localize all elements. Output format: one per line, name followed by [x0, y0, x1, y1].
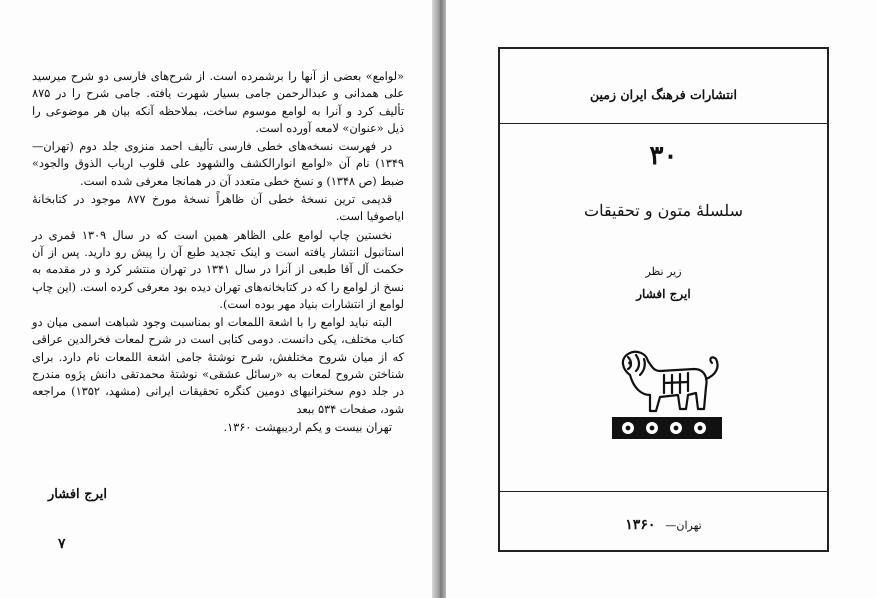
title-frame	[498, 47, 829, 552]
imprint-footer	[500, 517, 827, 533]
imprint-city: تهران—	[665, 519, 702, 532]
publisher-name: انتشارات فرهنگ ایران زمین	[590, 87, 737, 102]
bottom-divider	[500, 491, 827, 492]
date-line: تهران بیست و یکم اردیبهشت ۱۳۶۰.	[223, 420, 392, 434]
paragraph-5: البته نباید لوامع را با اشعة اللمعات او بمناسبت وجود شباهت اسمی میان دو کتاب مختلف، یکی دانست. دومی کتابی است در شرح لمعات فخرالدین عراقی که از میان شروح مختلفش، شرح نوشتهٔ جامی اشعة اللمعات نام دارد. برای شناختن شروح لمعات به «رسائل عشقی» نوشتهٔ محمدتقی دانش پژوه مندرج در جلد دوم سخنرانیهای دومین کنگره تحقیقات ایرانی (مشهد، ۱۳۵۲) مراجعه شود، صفحات ۵۳۴ ببعد	[32, 316, 404, 416]
author-signature: ایرج افشار	[48, 487, 107, 502]
page-number: ۷	[58, 536, 66, 552]
paragraph-2: در فهرست نسخه‌های خطی فارسی تألیف احمد منزوی جلد دوم (تهران—۱۳۴۹) نام آن «لوامع انوارالکشف والشهود علی قلوب ارباب الذوق والجود» ضبط (ص ۱۳۴۸) و نسخ خطی متعدد آن در همانجا معرفی شده است.	[32, 140, 404, 188]
imprint-year: ۱۳۶۰	[625, 517, 656, 533]
paragraph-4: نخستین چاپ لوامع علی الظاهر همین است که در سال ۱۳۰۹ قمری در استانبول انتشار یافته است و اینک تجدید طبع آن را پیش رو دارید. پس از آن حکمت آل آقا طبعی از آنرا در سال ۱۳۴۱ در تهران منتشر کرد و در مقدمه به نسخ از لوامع را که در کتابخانه‌های تهران دیده بود معرفی کرده است. (این چاپ لوامع از انتشارات بنیاد مهر بوده است).	[32, 228, 404, 311]
paragraph-3: قدیمی ترین نسخهٔ خطی آن ظاهراً نسخهٔ مورخ ۸۷۷ موجود در کتابخانهٔ ایاصوفیا است.	[32, 193, 404, 224]
editor-name: ایرج افشار	[636, 287, 691, 301]
series-number: ۳۰	[649, 141, 678, 171]
editor-label: زیر نظر	[645, 265, 682, 278]
right-page	[446, 0, 877, 598]
series-title: سلسلهٔ متون و تحقیقات	[584, 201, 743, 220]
top-divider	[500, 123, 827, 124]
preface-text	[32, 68, 404, 437]
paragraph-1: «لوامع» بعضی از آنها را برشمرده است. از شرح‌های فارسی دو شرح میرسید علی همدانی و عبدالرحمن جامی بسیار شهرت یافته. جامی شرح را در ۸۷۵ تألیف کرد و آنرا به لوامع موسوم ساخت، بملاحظه آنکه بیان هر موضوعی را ذیل «عنوان» لامعه آورده است.	[32, 70, 404, 135]
left-page	[0, 0, 436, 598]
lion-seal-icon	[608, 345, 726, 445]
